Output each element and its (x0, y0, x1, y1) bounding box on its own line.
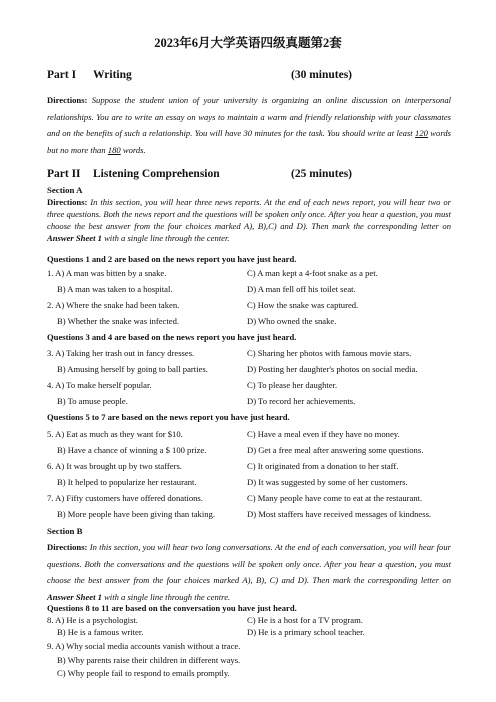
q4-option-d: D) To record her achievements. (247, 396, 356, 406)
max-words: 180 (107, 144, 121, 155)
q9-option-a: 9. A) Why social media accounts vanish without a trace. (47, 641, 241, 651)
part1-time: (30 minutes) (291, 69, 353, 81)
q1-option-d: D) A man fell off his toilet seat. (247, 284, 356, 294)
q2-option-a: 2. A) Where the snake had been taken. (47, 300, 180, 310)
q1-option-b: B) A man was taken to a hospital. (57, 284, 173, 294)
section-a-heading: Section A (47, 185, 83, 195)
q5-option-b: B) Have a chance of winning a $ 100 prize. (57, 445, 207, 455)
part2-name: Listening Comprehension (93, 168, 220, 180)
min-words: 120 (415, 128, 428, 138)
directions-label: Directions: (47, 542, 88, 552)
q3-option-a: 3. A) Taking her trash out in fancy dresses. (47, 348, 195, 358)
q5-option-a: 5. A) Eat as much as they want for $10. (47, 429, 183, 439)
q7-option-d: D) Most staffers have received messages of kindness. (247, 509, 432, 519)
question-group-heading: Questions 1 and 2 are based on the news report you have just heard. (47, 254, 297, 264)
section-b-directions (47, 539, 451, 605)
directions-text: In this section, you will hear two long conversations. At the end of each conversation, you will hear four questions. Both the conversations and the questions will be spoken only once. After you hear a question, you must choose the best answer from the four choices marked A), B), C) and D). Then mark the corresponding letter on (47, 542, 451, 585)
q8-option-b: B) He is a famous writer. (57, 627, 144, 637)
part2-heading (47, 168, 353, 180)
directions-text: with a single line through the centre. (101, 591, 231, 602)
question-group-heading: Questions 5 to 7 are based on the news report you have just heard. (47, 412, 290, 422)
q7-option-c: C) Many people have come to eat at the restaurant. (247, 493, 423, 503)
part2-number: Part II (47, 168, 81, 180)
q4-option-b: B) To amuse people. (57, 396, 128, 406)
section-b-heading: Section B (47, 526, 83, 536)
q4-option-c: C) To please her daughter. (247, 380, 338, 390)
q1-option-c: C) A man kept a 4-foot snake as a pet. (247, 268, 378, 278)
q3-option-c: C) Sharing her photos with famous movie stars. (247, 348, 412, 358)
part1-name: Writing (93, 69, 132, 81)
q8-option-a: 8. A) He is a psychologist. (47, 615, 138, 625)
directions-label: Directions: (47, 95, 88, 105)
q2-option-c: C) How the snake was captured. (247, 300, 359, 310)
answer-sheet-ref: Answer Sheet 1 (47, 591, 102, 602)
q4-option-a: 4. A) To make herself popular. (47, 380, 152, 390)
section-a-directions (47, 196, 451, 244)
q2-option-b: B) Whether the snake was infected. (57, 316, 180, 326)
q9-option-c: C) Why people fail to respond to emails promptly. (57, 668, 230, 678)
part2-time: (25 minutes) (291, 168, 353, 180)
directions-text: Suppose the student union of your university is organizing an online discussion on interpersonal relationships. You are to write an essay on ways to maintain a warm and friendly relationship with your classmates and on the benefits of such a relationship. You will have 30 minutes for the task. You should write at least (47, 95, 451, 138)
q8-option-c: C) He is a host for a TV program. (247, 615, 363, 625)
q3-option-d: D) Posting her daughter's photos on social media. (247, 364, 418, 374)
directions-text: words. (120, 144, 146, 155)
part1-heading (47, 69, 353, 81)
q6-option-b: B) It helped to popularize her restaurant. (57, 477, 197, 487)
q6-option-a: 6. A) It was brought up by two staffers. (47, 461, 182, 471)
q6-option-d: D) It was suggested by some of her customers. (247, 477, 408, 487)
q2-option-d: D) Who owned the snake. (247, 316, 337, 326)
part1-directions (47, 92, 451, 158)
directions-label: Directions: (47, 197, 88, 207)
q8-option-d: D) He is a primary school teacher. (247, 627, 365, 637)
q7-option-a: 7. A) Fifty customers have offered donations. (47, 493, 203, 503)
answer-sheet-ref: Answer Sheet 1 (47, 233, 102, 243)
question-group-heading: Questions 8 to 11 are based on the conversation you have just heard. (47, 603, 297, 613)
q6-option-c: C) It originated from a donation to her staff. (247, 461, 399, 471)
q1-option-a: 1. A) A man was bitten by a snake. (47, 268, 167, 278)
directions-text: In this section, you will hear three news reports. At the end of each news report, you will hear two or three questions. Both the news report and the questions will be spoken only once. After you hear a question, you must choose the best answer from the four choices marked A), B),C) and D). Then mark the corresponding letter on (47, 197, 451, 231)
q5-option-c: C) Have a meal even if they have no money. (247, 429, 400, 439)
directions-text: words but no more than (47, 128, 451, 155)
q7-option-b: B) More people have been giving than taking. (57, 509, 215, 519)
question-group-heading: Questions 3 and 4 are based on the news report you have just heard. (47, 332, 297, 342)
q9-option-b: B) Why parents raise their children in different ways. (57, 655, 241, 665)
directions-text: with a single line through the center. (101, 233, 230, 243)
q5-option-d: D) Get a free meal after answering some questions. (247, 445, 424, 455)
part1-number: Part I (47, 69, 77, 81)
page-title: 2023年6月大学英语四级真题第2套 (154, 36, 342, 50)
q3-option-b: B) Amusing herself by going to ball parties. (57, 364, 208, 374)
